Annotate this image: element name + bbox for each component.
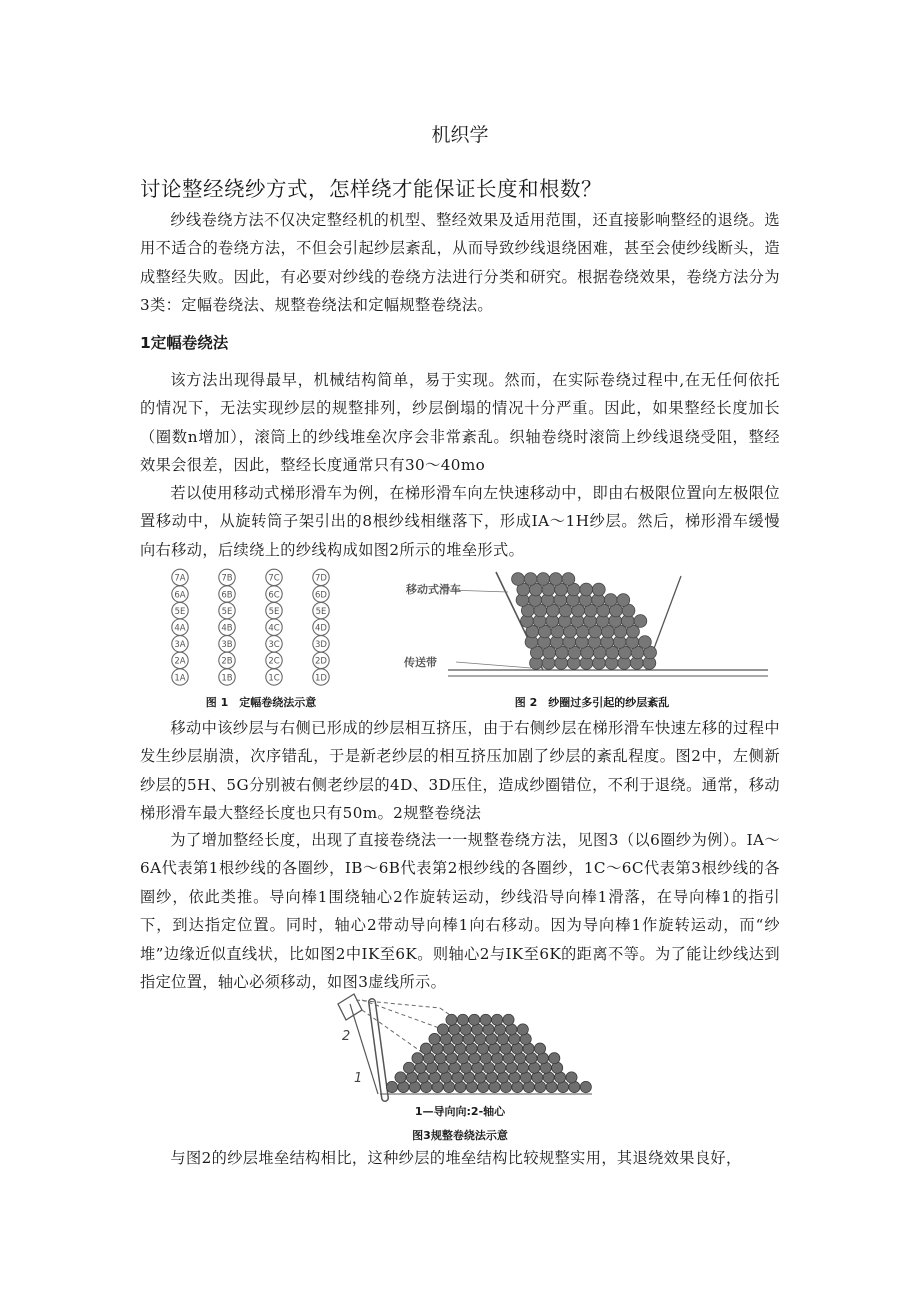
figure-3-yarn-loop — [403, 1062, 414, 1073]
figure-1-caption: 图 1 定幅卷绕法示意 — [205, 696, 317, 709]
figure-2-label-carriage: 移动式滑车 — [406, 583, 461, 596]
figure-1-loop-label: 2D — [315, 656, 327, 667]
figure-1-loop-label: 3D — [315, 640, 327, 651]
figure-1-loop-label: 4A — [174, 623, 186, 634]
figure-3-yarn-loop — [429, 1033, 440, 1044]
figure-1-loop-label: 2B — [221, 656, 233, 667]
figure-3-yarn-loop — [446, 1014, 457, 1025]
figure-1-loop-label: 1B — [221, 673, 233, 684]
figure-3-yarn-loop — [386, 1081, 397, 1092]
figure-1-loop-label: 6D — [315, 590, 327, 601]
figure-2-caption: 图 2 纱圈过多引起的纱层紊乱 — [514, 696, 670, 709]
figure-2-yarn-loop — [537, 573, 550, 586]
figure-1-loop-label: 6A — [174, 590, 186, 601]
figure-2-yarn-loop — [562, 573, 575, 586]
figure-1-loop-label: 7B — [221, 573, 233, 584]
figure-1-loop-label: 4C — [268, 623, 280, 634]
section-heading-1: 1定幅卷绕法 — [140, 334, 229, 352]
figure-2-yarn-loop — [617, 594, 630, 607]
figure-2-diagram — [396, 560, 776, 690]
figure-1-loop-label: 7D — [315, 573, 327, 584]
figure-1-loop-label: 2A — [174, 656, 186, 667]
question-heading: 讨论整经绕纱方式，怎样绕才能保证长度和根数？ — [140, 177, 602, 201]
figure-1-loop-label: 1C — [268, 673, 280, 684]
figure-2-yarn-loop — [549, 573, 562, 586]
figure-2-yarn-loop — [512, 573, 525, 586]
figure-3-yarn-loop — [480, 1014, 491, 1025]
figure-1-loop-label: 1A — [174, 673, 186, 684]
figure-3-yarn-loop — [566, 1072, 577, 1083]
figure-1-loop-label: 6C — [268, 590, 280, 601]
figure-3-yarn-loop — [534, 1043, 545, 1054]
figure-3-label-rod: 1 — [354, 1071, 363, 1086]
figure-3-yarn-loop — [437, 1024, 448, 1035]
paragraph-extrusion: 移动中该纱层与右侧已形成的纱层相互挤压，由于右侧纱层在梯形滑车快速左移的过程中发生纱层崩溃，次序错乱，于是新老纱层的相互挤压加剧了纱层的紊乱程度。图2中，左侧新纱层的5H、5G分别被右侧老纱层的4D、3D压住，造成纱圈错位，不利于退绕。通常，移动梯形滑车最大整经长度也只有50m。2规整卷绕法 — [140, 719, 780, 823]
figure-3-diagram — [330, 990, 595, 1102]
figure-1-loop-label: 7C — [268, 573, 280, 584]
figure-3-legend: 1—导向向:2-轴心 — [414, 1105, 506, 1118]
figure-2-yarn-loop — [634, 615, 647, 628]
figure-2-yarn-loop — [639, 636, 652, 649]
figure-1-loop-label: 5E — [174, 606, 186, 617]
figure-3-yarn-loop — [492, 1014, 503, 1025]
figure-1-loop-label: 3A — [174, 640, 186, 651]
figure-3-yarn-loop — [503, 1014, 514, 1025]
figure-3-yarn-loop — [420, 1043, 431, 1054]
figure-2-yarn-loop — [592, 583, 605, 596]
figure-3-label-axis: 2 — [342, 1029, 351, 1044]
figure-1-loop-label: 3C — [268, 640, 280, 651]
figure-2-yarn-loop — [524, 573, 537, 586]
figure-3-yarn-loop — [549, 1053, 560, 1064]
figure-1-loop-label: 7A — [174, 573, 186, 584]
figure-3-yarn-loop — [412, 1053, 423, 1064]
figure-1-loop-label: 3B — [221, 640, 233, 651]
paragraph-intro: 纱线卷绕方法不仅决定整经机的机型、整经效果及适用范围，还直接影响整经的退绕。选用不适合的卷绕方法，不但会引起纱层紊乱，从而导致纱线退绕困难，甚至会使纱线断头，造成整经失败。因此，有必要对纱线的卷绕方法进行分类和研究。根据卷绕效果，卷绕方法分为3类：定幅卷绕法、规整卷绕法和定幅规整卷绕法。 — [140, 211, 780, 315]
figure-2-yarn-loop — [604, 594, 617, 607]
figure-3-yarn-loop — [580, 1081, 591, 1092]
figure-2-yarn-loop — [580, 583, 593, 596]
figure-1-loop-label: 1D — [315, 673, 327, 684]
figure-3-yarn-loop — [517, 1024, 528, 1035]
figure-3-yarn-loop — [457, 1014, 468, 1025]
paragraph-method-1: 该方法出现得最早，机械结构简单，易于实现。然而，在实际卷绕过程中,在无任何依托的情况下，无法实现纱层的规整排列，纱层倒塌的情况十分严重。因此，如果整经长度加长（圈数n增加），滚筒上的纱线堆垒次序会非常紊乱。织轴卷绕时滚筒上纱线退绕受阻，整经效果会很差，因此，整经长度通常只有30～40mo — [140, 371, 780, 475]
figure-1-loop-label: 2C — [268, 656, 280, 667]
paragraph-carriage: 若以使用移动式梯形滑车为例，在梯形滑车向左快速移动中，即由右极限位置向左极限位置移动中，从旋转筒子架引出的8根纱线相继落下，形成IA～1H纱层。然后，梯形滑车缓慢向右移动，后续绕上的纱线构成如图2所示的堆垒形式。 — [140, 484, 780, 559]
paragraph-conclusion: 与图2的纱层堆垒结构相比，这种纱层的堆垒结构比较规整实用，其退绕效果良好， — [170, 1149, 742, 1167]
figure-1-loop-label: 5E — [315, 606, 327, 617]
paragraph-method-2: 为了增加整经长度，出现了直接卷绕法一一规整卷绕方法，见图3（以6圈纱为例）。IA～6A代表第1根纱线的各圈纱，IB～6B代表第2根纱线的各圈纱，1C～6C代表第3根纱线的各圈纱，依此类推。导向棒1围绕轴心2作旋转运动，纱线沿导向棒1滑落，在导向棒1的指引下，到达指定位置。同时，轴心2带动导向棒1向右移动。因为导向棒1作旋转运动，而“纱堆”边缘近似直线状，比如图2中IK至6K。则轴心2与IK至6K的距离不等。为了能让纱线达到指定位置，轴心必须移动，如图3虚线所示。 — [140, 831, 780, 992]
figure-1-loop-label: 4D — [315, 623, 327, 634]
figure-2-label-belt: 传送带 — [404, 656, 437, 669]
figure-1-loop-label: 5E — [221, 606, 233, 617]
figure-1-loop-label: 4B — [221, 623, 233, 634]
figure-3-yarn-loop — [395, 1072, 406, 1083]
page-title: 机织学 — [431, 124, 489, 146]
figure-1-diagram — [166, 564, 341, 688]
figure-3-yarn-loop — [469, 1014, 480, 1025]
figure-1-loop-label: 6B — [221, 590, 233, 601]
figure-3-caption: 图3规整卷绕法示意 — [412, 1129, 508, 1142]
figure-1-loop-label: 5E — [268, 606, 280, 617]
